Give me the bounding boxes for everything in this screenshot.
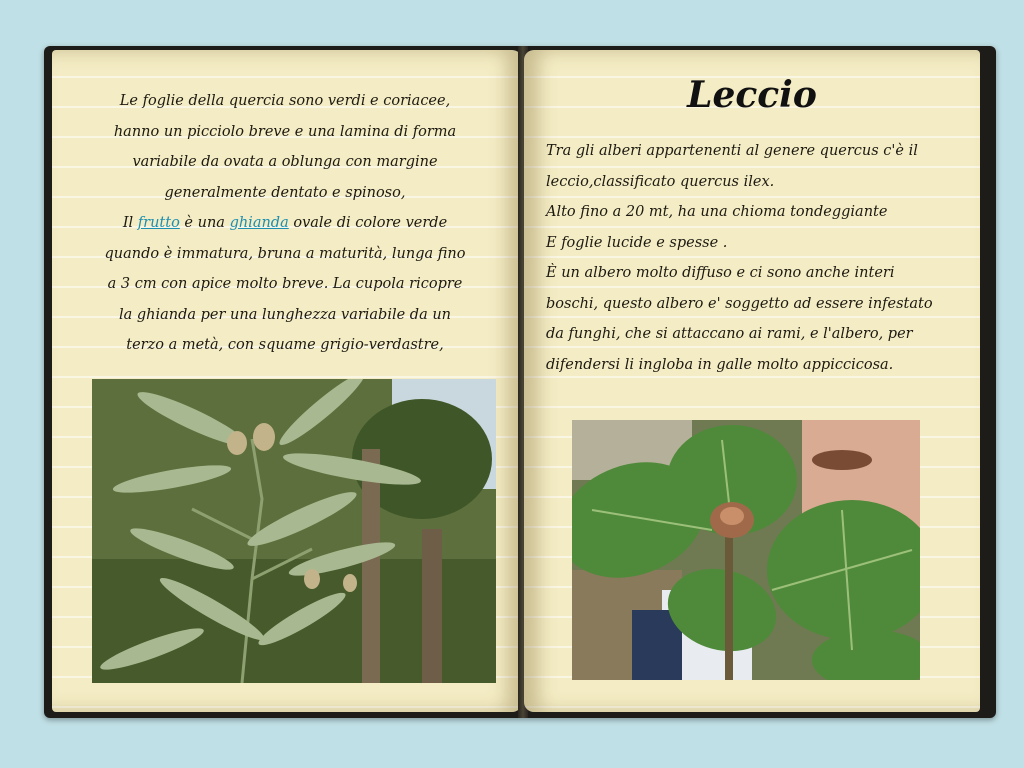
fruit-description-prefix: Il: [122, 215, 138, 231]
fruit-description-suffix: ovale di colore verde quando è immatura, bruna a maturità, lunga fino a 3 cm con apice molto breve. La cupola ricopre la ghianda per una lunghezza variabile da un terzo a metà, con squame grigio-verdastre,: [104, 215, 466, 353]
leaf-description: Le foglie della quercia sono verdi e coriacee, hanno un picciolo breve e una lamina di forma variabile da ovata a oblunga con margine generalmente dentato e spinoso,: [113, 93, 457, 201]
page-title: Leccio: [687, 74, 817, 116]
left-page-text: [100, 86, 470, 361]
right-page: [524, 50, 980, 712]
right-page-text: [546, 136, 946, 380]
height-line: Alto fino a 20 mt, ha una chioma tondeggiante: [546, 204, 888, 220]
ghianda-link[interactable]: ghianda: [229, 215, 289, 231]
leaves-line: E foglie lucide e spesse .: [546, 234, 728, 251]
intro-line: Tra gli alberi appartenenti al genere quercus c'è il leccio,classificato quercus ilex.: [546, 143, 918, 190]
oak-gall-photo: [572, 420, 920, 680]
open-book: [44, 46, 996, 718]
frutto-link[interactable]: frutto: [137, 215, 180, 231]
galls-line: È un albero molto diffuso e ci sono anche interi boschi, questo albero e' soggetto ad essere infestato da funghi, che si attaccano ai rami, e l'albero, per difendersi li ingloba in galle molto appiccicosa.: [546, 265, 933, 373]
fruit-description-mid: è una: [179, 215, 230, 231]
left-page: [52, 50, 522, 712]
oak-branch-photo: [92, 379, 496, 683]
